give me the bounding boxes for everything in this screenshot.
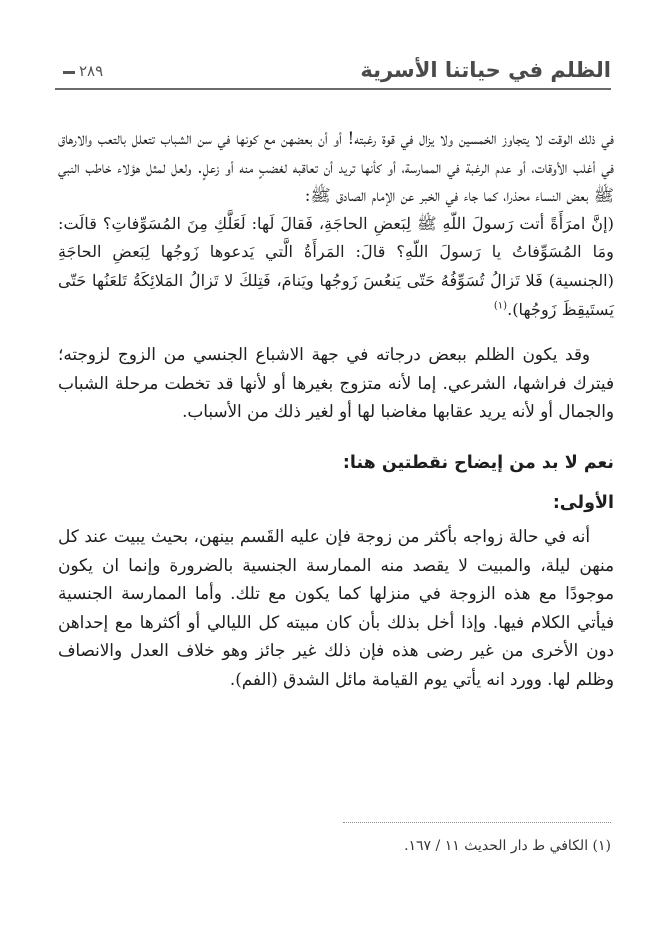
footnote-separator (343, 822, 611, 823)
footnote: (١) الكافي ط دار الحديث ١١ / ١٦٧. (404, 838, 611, 854)
section-heading: نعم لا بد من إيضاح نقطتين هنا: (342, 452, 614, 473)
paragraph-1: في ذلك الوقت لا يتجاوز الخمسين ولا يزال في قوة رغبته! أو أن بعضهن مع كونها في سن الشباب تتعلل بالتعب والارهاق في أغلب الأوقات، أو عدم الرغبة في الممارسة، أو كأنها تريد أن تعاقبه لغضبٍ منه أو زعلٍ. ولعل لمثل هؤلاء خاطب النبي ﷺ بعض النساء محذرا، كما جاء في الخبر عن الإمام الصادق ﷺ: (58, 128, 614, 206)
hadith-text: (إنَّ امرَأَةً أتت رَسولَ اللّهِ ﷺ لِبَعضِ الحاجَةِ، فَقالَ لَها: لَعَلَّكِ مِنَ المُسَوِّفاتِ؟ قالَت: ومَا المُسَوِّفاتُ يا رَسولَ اللّهِ؟ قالَ: المَرأَةُ الَّتي يَدعوها زَوجُها لِبَعضِ الحاجَةِ (الجنسية) فَلا تَزالُ تُسَوِّفُهُ حَتّى يَنعُسَ زَوجُها ويَنامَ، فَتِلكَ لا تَزالُ المَلائِكَةُ تَلعَنُها حَتّى يَستَيقِظَ زَوجُها). (58, 213, 614, 319)
paragraph-2: وقد يكون الظلم ببعض درجاته في جهة الاشباع الجنسي من الزوج لزوجته؛ فيترك فراشها، الشرعي. إما لأنه متزوج بغيرها أو لأنها قد تخطت مرحلة الشباب والجمال أو لأنه يريد عقابها مغاضبا لها أو لغير ذلك من الأسباب. (58, 344, 614, 422)
page-number-dash (63, 71, 75, 74)
subsection-heading-first: الأولى: (552, 492, 614, 513)
running-header (55, 52, 611, 90)
page-number (63, 62, 103, 80)
page-number-text: ٢٨٩ (79, 62, 104, 80)
footnote-reference[interactable]: (١) (493, 300, 508, 312)
header-title: الظلم في حياتنا الأسرية (360, 58, 611, 82)
paragraph-3: أنه في حالة زواجه بأكثر من زوجة فإن عليه القَسم بينهن، بحيث يبيت عند كل منهن ليلة، والمبيت لا يقصد منه الممارسة الجنسية بالضرورة وإنما ان يكون موجودًا مع هذه الزوجة في منزلها كما يكون مع تلك. وأما الممارسة الجنسية فيأتي الكلام فيها. وإذا أخل بذلك بأن كان مبيته كل الليالي أو أكثرها مع إحداهن دون الأخرى من غير رضى هذه فإن ذلك غير جائز وهو خلاف العدل والانصاف وظلم لها. وورد انه يأتي يوم القيامة مائل الشدق (الفم). (58, 525, 614, 689)
hadith-quote (58, 210, 614, 324)
main-text (58, 124, 614, 694)
header-rule (55, 88, 611, 90)
